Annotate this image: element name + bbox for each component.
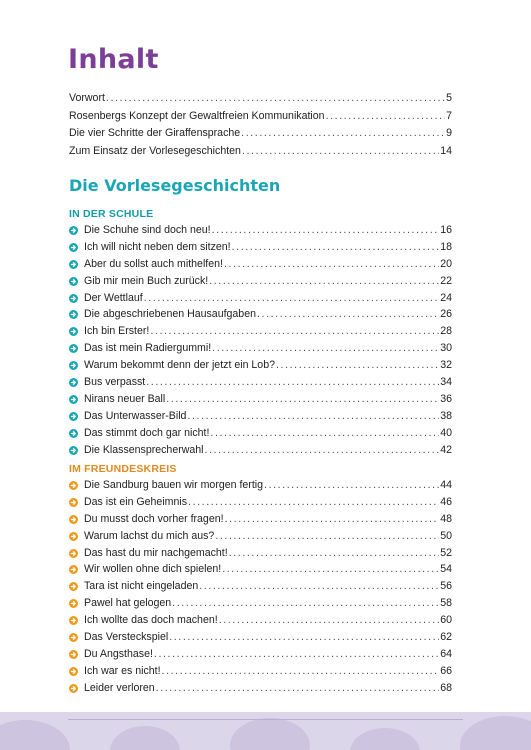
leader-dots <box>212 222 440 239</box>
leader-dots <box>162 663 440 680</box>
toc-entry-title: Die Sandburg bauen wir morgen fertig <box>84 479 264 491</box>
arrow-right-circle-icon <box>69 395 78 404</box>
arrow-right-circle-icon <box>69 361 78 370</box>
toc-entry[interactable] <box>69 125 452 143</box>
toc-entry-title: Gib mir mein Buch zurück! <box>84 274 209 287</box>
toc-entry[interactable] <box>69 340 452 357</box>
arrow-right-circle-icon <box>69 243 78 252</box>
leader-dots <box>146 374 439 391</box>
toc-entry-page: 14 <box>440 144 452 157</box>
toc-entry[interactable] <box>69 273 452 290</box>
toc-entry-page: 36 <box>440 392 452 405</box>
toc-entry-page: 16 <box>440 224 452 236</box>
arrow-right-circle-icon <box>69 498 78 507</box>
arrow-right-circle-icon <box>69 515 78 524</box>
toc-entry-page: 42 <box>440 443 452 456</box>
arrow-right-circle-icon <box>69 633 78 642</box>
toc-entry[interactable] <box>69 561 452 578</box>
leader-dots <box>232 239 440 256</box>
arrow-right-circle-icon <box>69 667 78 676</box>
toc-entry-title: Bus verpasst <box>84 376 146 389</box>
leader-dots <box>169 629 439 646</box>
toc-entry-page: 60 <box>440 614 452 627</box>
leader-dots <box>156 680 440 697</box>
arrow-right-circle-icon <box>69 532 78 541</box>
leader-dots <box>212 340 439 357</box>
toc-entry-title: Ich wollte das doch machen! <box>84 614 218 627</box>
toc-entry-page: 68 <box>440 681 452 694</box>
toc-entry-title: Das ist mein Radiergummi! <box>84 342 212 355</box>
toc-entry-title: Rosenbergs Konzept der Gewaltfreien Kommunikation <box>69 109 325 122</box>
toc-entry-page: 24 <box>440 291 452 304</box>
group-heading: IN DER SCHULE <box>69 208 154 220</box>
toc-entry-title: Die abgeschriebenen Hausaufgaben <box>84 308 256 321</box>
toc-entry[interactable] <box>69 578 452 595</box>
toc-entry[interactable] <box>69 425 452 442</box>
toc-entry-page: 20 <box>440 257 452 270</box>
intro-list <box>69 90 452 160</box>
story-group-school <box>69 206 452 458</box>
leader-dots <box>150 323 439 340</box>
toc-entry-title: Das stimmt doch gar nicht! <box>84 426 210 439</box>
leader-dots <box>166 391 439 408</box>
page-title: Inhalt <box>68 44 159 75</box>
arrow-right-circle-icon <box>69 481 78 490</box>
leader-dots <box>106 90 445 108</box>
toc-entry-page: 22 <box>440 274 452 287</box>
leader-dots <box>188 494 439 511</box>
toc-entry-page: 7 <box>446 109 452 122</box>
leader-dots <box>241 125 445 143</box>
leader-dots <box>242 143 439 161</box>
decor-blob <box>350 728 420 750</box>
toc-entry[interactable] <box>69 646 452 663</box>
leader-dots <box>225 511 440 528</box>
toc-entry[interactable] <box>69 256 452 273</box>
toc-entry-title: Die vier Schritte der Giraffensprache <box>69 127 241 140</box>
toc-entry-page: 44 <box>440 479 452 491</box>
arrow-right-circle-icon <box>69 294 78 303</box>
toc-entry-page: 66 <box>440 664 452 677</box>
toc-entry-title: Zum Einsatz der Vorlesegeschichten <box>69 144 241 157</box>
toc-entry-title: Leider verloren <box>84 681 155 694</box>
toc-entry[interactable] <box>69 408 452 425</box>
toc-entry[interactable] <box>69 612 452 629</box>
arrow-right-circle-icon <box>69 684 78 693</box>
toc-entry-page: 54 <box>440 563 452 576</box>
toc-entry-page: 28 <box>440 325 452 338</box>
toc-entry[interactable] <box>69 90 452 108</box>
leader-dots <box>264 477 439 494</box>
arrow-right-circle-icon <box>69 650 78 659</box>
toc-entry-page: 38 <box>440 409 452 422</box>
toc-entry-page: 48 <box>440 512 452 525</box>
footer-decoration <box>0 712 531 750</box>
toc-entry-title: Pawel hat gelogen <box>84 597 172 610</box>
toc-entry-page: 5 <box>446 92 452 104</box>
arrow-right-circle-icon <box>69 549 78 558</box>
toc-entry-title: Vorwort <box>69 92 105 104</box>
toc-entry-page: 56 <box>440 580 452 593</box>
toc-entry-page: 32 <box>440 359 452 372</box>
toc-entry-page: 34 <box>440 376 452 389</box>
arrow-right-circle-icon <box>69 616 78 625</box>
section-heading: Die Vorlesegeschichten <box>69 176 281 195</box>
toc-entry[interactable] <box>69 306 452 323</box>
leader-dots <box>215 528 439 545</box>
toc-entry-page: 58 <box>440 597 452 610</box>
toc-entry-page: 26 <box>440 308 452 321</box>
leader-dots <box>326 108 446 126</box>
toc-entry[interactable] <box>69 108 452 126</box>
toc-entry[interactable] <box>69 680 452 697</box>
toc-entry[interactable] <box>69 290 452 307</box>
toc-entry-title: Warum lachst du mich aus? <box>84 529 215 542</box>
toc-entry-page: 64 <box>440 647 452 660</box>
arrow-right-circle-icon <box>69 327 78 336</box>
arrow-right-circle-icon <box>69 260 78 269</box>
toc-entry-page: 30 <box>440 342 452 355</box>
story-group-friends <box>69 461 452 697</box>
toc-entry-title: Nirans neuer Ball <box>84 392 166 405</box>
arrow-right-circle-icon <box>69 599 78 608</box>
toc-entry-page: 46 <box>440 495 452 508</box>
toc-entry-title: Warum bekommt denn der jetzt ein Lob? <box>84 359 275 372</box>
toc-entry-title: Das hast du mir nachgemacht! <box>84 546 228 559</box>
toc-entry-page: 52 <box>440 546 452 559</box>
arrow-right-circle-icon <box>69 565 78 574</box>
toc-entry[interactable] <box>69 545 452 562</box>
footer-rule <box>68 719 463 720</box>
arrow-right-circle-icon <box>69 226 78 235</box>
arrow-right-circle-icon <box>69 378 78 387</box>
toc-entry-title: Das Unterwasser-Bild <box>84 409 187 422</box>
toc-entry-title: Ich will nicht neben dem sitzen! <box>84 240 231 253</box>
toc-entry-title: Die Schuhe sind doch neu! <box>84 224 211 236</box>
toc-entry[interactable] <box>69 357 452 374</box>
toc-entry[interactable] <box>69 442 452 459</box>
leader-dots <box>257 306 439 323</box>
toc-entry-title: Ich war es nicht! <box>84 664 161 677</box>
leader-dots <box>154 646 439 663</box>
toc-entry-title: Ich bin Erster! <box>84 325 150 338</box>
toc-entry[interactable] <box>69 323 452 340</box>
decor-blob <box>110 726 180 750</box>
decor-blob <box>0 720 70 750</box>
toc-entry-page: 18 <box>440 240 452 253</box>
toc-entry[interactable] <box>69 374 452 391</box>
group-entries <box>69 477 452 697</box>
arrow-right-circle-icon <box>69 412 78 421</box>
toc-entry-title: Wir wollen ohne dich spielen! <box>84 563 222 576</box>
decor-blob <box>460 716 531 750</box>
arrow-right-circle-icon <box>69 582 78 591</box>
leader-dots <box>172 595 439 612</box>
toc-entry[interactable] <box>69 391 452 408</box>
toc-entry-page: 50 <box>440 529 452 542</box>
group-heading: IM FREUNDESKREIS <box>69 463 177 475</box>
leader-dots <box>276 357 439 374</box>
arrow-right-circle-icon <box>69 310 78 319</box>
toc-entry[interactable] <box>69 477 452 494</box>
toc-entry[interactable] <box>69 222 452 239</box>
toc-entry[interactable] <box>69 143 452 161</box>
toc-entry-title: Das Versteckspiel <box>84 631 169 644</box>
toc-entry-page: 9 <box>446 127 452 140</box>
toc-entry-page: 40 <box>440 426 452 439</box>
decor-blob <box>230 718 310 750</box>
leader-dots <box>224 256 439 273</box>
toc-entry[interactable] <box>69 239 452 256</box>
arrow-right-circle-icon <box>69 429 78 438</box>
toc-entry-title: Du Angsthase! <box>84 647 153 660</box>
leader-dots <box>209 273 439 290</box>
leader-dots <box>222 561 439 578</box>
arrow-right-circle-icon <box>69 446 78 455</box>
leader-dots <box>199 578 439 595</box>
leader-dots <box>219 612 440 629</box>
toc-entry-title: Der Wettlauf <box>84 291 143 304</box>
group-entries <box>69 222 452 458</box>
arrow-right-circle-icon <box>69 277 78 286</box>
leader-dots <box>187 408 439 425</box>
arrow-right-circle-icon <box>69 344 78 353</box>
leader-dots <box>210 425 439 442</box>
toc-entry-title: Die Klassensprecherwahl <box>84 443 204 456</box>
leader-dots <box>205 442 440 459</box>
toc-entry[interactable] <box>69 494 452 511</box>
toc-entry-title: Tara ist nicht eingeladen <box>84 580 199 593</box>
toc-entry-title: Du musst doch vorher fragen! <box>84 512 224 525</box>
toc-entry[interactable] <box>69 528 452 545</box>
toc-entry[interactable] <box>69 595 452 612</box>
toc-entry[interactable] <box>69 629 452 646</box>
toc-entry[interactable] <box>69 663 452 680</box>
leader-dots <box>144 290 440 307</box>
toc-entry-title: Aber du sollst auch mithelfen! <box>84 257 223 270</box>
toc-entry-title: Das ist ein Geheimnis <box>84 495 188 508</box>
toc-entry-page: 62 <box>440 631 452 644</box>
leader-dots <box>229 545 440 562</box>
toc-entry[interactable] <box>69 511 452 528</box>
